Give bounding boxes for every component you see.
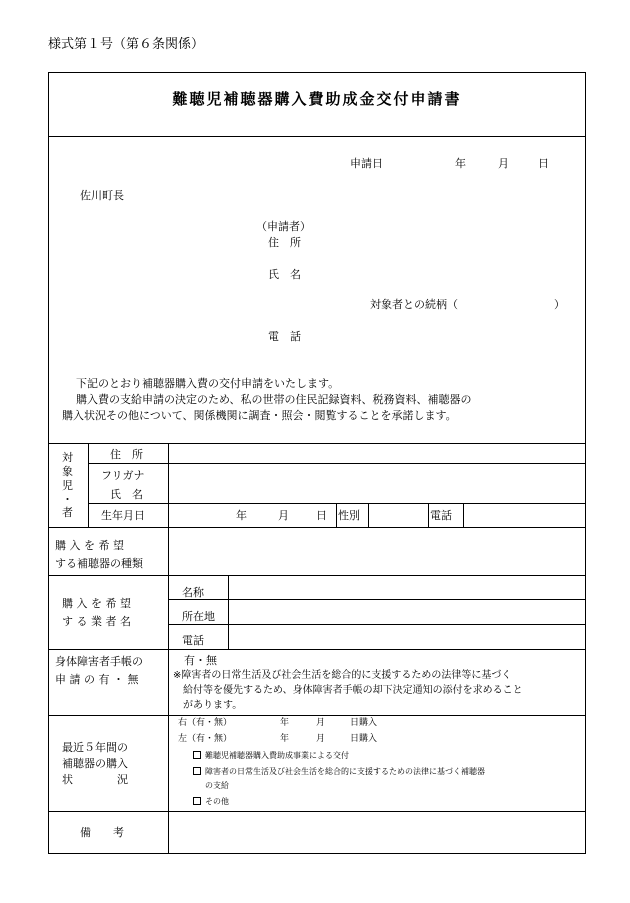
- applicant-relation-close: ）: [554, 298, 565, 311]
- history-left-ear: 左（有・無）: [178, 734, 233, 744]
- vendor-phone-label: 電話: [182, 634, 204, 647]
- vendor-location-label: 所在地: [182, 610, 215, 623]
- vendor-row-divider-1: [168, 599, 586, 600]
- history-left-day: 日購入: [350, 734, 378, 744]
- child-dob-day: 日: [316, 509, 327, 522]
- handbook-label-2: 申 請 の 有 ・ 無: [55, 673, 139, 686]
- option-2-checkbox[interactable]: [193, 767, 201, 775]
- child-group-label-0: 対: [62, 451, 73, 464]
- vendor-name-label: 名称: [182, 586, 204, 599]
- history-right-year: 年: [280, 718, 290, 728]
- child-group-divider: [88, 443, 89, 527]
- hearing-aid-type-label-1: 購 入 を 希 望: [55, 539, 124, 552]
- applicant-name-label: 氏 名: [268, 268, 301, 281]
- handbook-divider: [48, 715, 586, 716]
- statement-line-1: 下記のとおり補聴器購入費の交付申請をいたします。: [76, 377, 340, 390]
- handbook-choice: 有・無: [184, 654, 217, 667]
- application-date-month: 月: [498, 157, 509, 170]
- child-sex-label: 性別: [338, 509, 360, 522]
- application-date-label: 申請日: [350, 157, 383, 170]
- applicant-address-label: 住 所: [268, 236, 301, 249]
- history-label-3: 状 況: [62, 773, 128, 786]
- child-dob-year: 年: [236, 509, 247, 522]
- vendor-column-divider: [228, 575, 229, 649]
- option-3-checkbox[interactable]: [193, 797, 201, 805]
- history-left-month: 月: [316, 734, 326, 744]
- child-row-divider-1: [88, 463, 586, 464]
- history-right-ear: 右（有・無）: [178, 718, 233, 728]
- handbook-label-1: 身体障害者手帳の: [55, 655, 143, 668]
- child-furigana-label: フリガナ: [101, 469, 145, 482]
- history-option-1[interactable]: [193, 751, 349, 760]
- remarks-label: 備 考: [80, 826, 124, 839]
- option-2-label-continued: の支給: [205, 781, 229, 790]
- child-name-label: 氏 名: [110, 488, 143, 501]
- applicant-relation-label: 対象者との続柄（: [370, 298, 458, 311]
- application-date-day: 日: [538, 157, 549, 170]
- history-label-2: 補聴器の購入: [62, 757, 128, 770]
- phone-value-divider: [463, 503, 464, 527]
- history-divider: [48, 811, 586, 812]
- dob-sex-divider: [336, 503, 337, 527]
- vendor-label-2: す る 業 者 名: [62, 615, 131, 628]
- history-right-month: 月: [316, 718, 326, 728]
- form-title: 難聴児補聴器購入費助成金交付申請書: [172, 90, 462, 108]
- child-dob-month: 月: [278, 509, 289, 522]
- history-right-day: 日購入: [350, 718, 378, 728]
- child-group-label-3: ・: [62, 493, 73, 506]
- application-date-year: 年: [455, 157, 466, 170]
- option-1-checkbox[interactable]: [193, 751, 201, 759]
- handbook-note-line-3: があります。: [183, 700, 243, 711]
- handbook-note-line-1: ※障害者の日常生活及び社会生活を総合的に支援するための法律等に基づく: [173, 670, 512, 681]
- child-row-divider-2: [88, 503, 586, 504]
- child-group-label-2: 児: [62, 479, 73, 492]
- sex-phone-divider: [428, 503, 429, 527]
- handbook-note-line-2: 給付等を優先するため、身体障害者手帳の却下決定通知の添付を求めること: [183, 685, 523, 696]
- history-option-3[interactable]: [193, 797, 229, 806]
- child-dob-label: 生年月日: [101, 509, 145, 522]
- vendor-label-1: 購 入 を 希 望: [62, 597, 131, 610]
- option-1-label: 難聴児補聴器購入費助成事業による交付: [205, 751, 349, 760]
- history-option-2[interactable]: [193, 767, 485, 776]
- statement-line-3: 購入状況その他について、関係機関に調査・照会・閲覧することを承諾します。: [62, 409, 457, 422]
- child-group-label-1: 象: [62, 465, 73, 478]
- child-address-label: 住 所: [110, 448, 143, 461]
- title-divider: [48, 136, 586, 137]
- applicant-heading: （申請者）: [256, 220, 311, 233]
- child-block-divider: [48, 527, 586, 528]
- hearing-aid-type-divider: [48, 575, 586, 576]
- addressee: 佐川町長: [80, 189, 124, 202]
- form-number: 様式第１号（第６条関係）: [48, 37, 205, 52]
- vendor-row-divider-2: [168, 624, 586, 625]
- statement-divider: [48, 443, 586, 444]
- vendor-divider: [48, 649, 586, 650]
- option-3-label: その他: [205, 797, 229, 806]
- child-group-label-4: 者: [62, 506, 73, 519]
- option-2-label: 障害者の日常生活及び社会生活を総合的に支援するための法律に基づく補聴器: [205, 767, 485, 776]
- sex-value-divider: [368, 503, 369, 527]
- history-label-1: 最近５年間の: [62, 741, 128, 754]
- hearing-aid-type-label-2: する補聴器の種類: [55, 557, 143, 570]
- statement-line-2: 購入費の支給申請の決定のため、私の世帯の住民記録資料、税務資料、補聴器の: [76, 393, 472, 406]
- applicant-phone-label: 電 話: [268, 330, 301, 343]
- history-left-year: 年: [280, 734, 290, 744]
- child-phone-label: 電話: [430, 509, 452, 522]
